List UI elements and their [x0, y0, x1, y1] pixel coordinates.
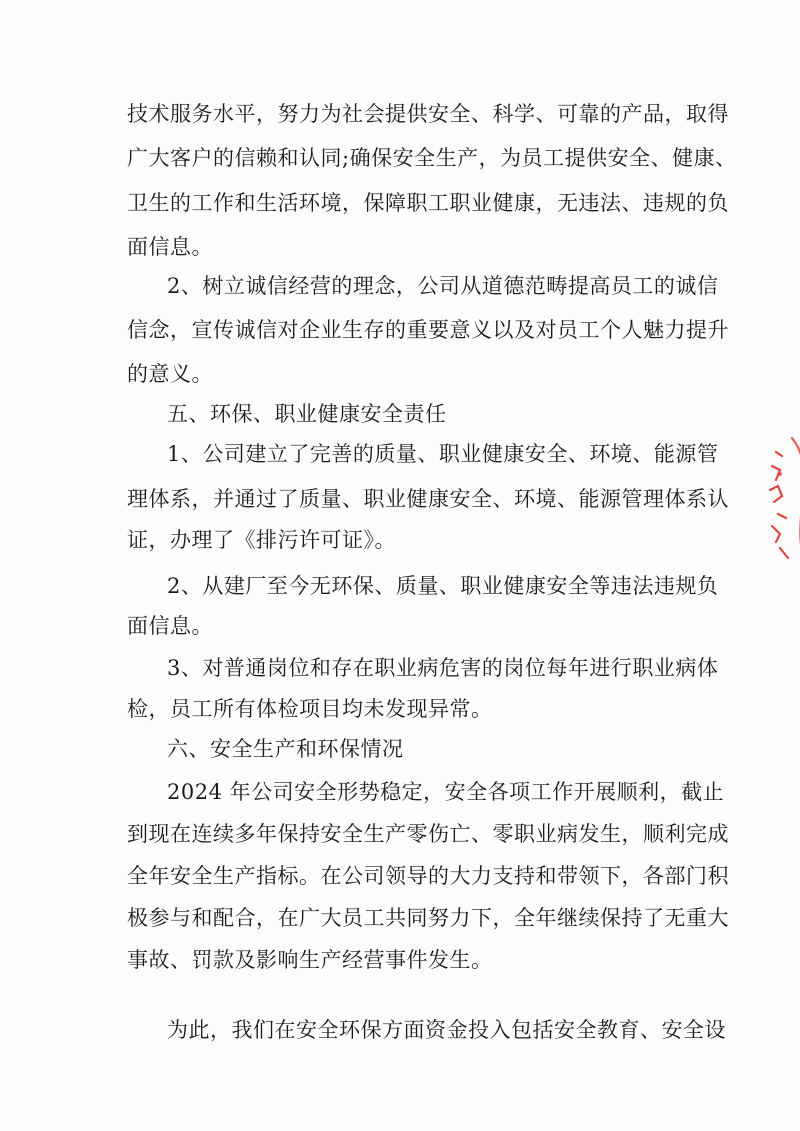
paragraph-line: 2024 年公司安全形势稳定，安全各项工作开展顺利，截止 — [167, 780, 725, 804]
paragraph-line: 的意义。 — [127, 362, 213, 386]
paragraph-line: 2、树立诚信经营的理念，公司从道德范畴提高员工的诚信 — [167, 274, 719, 298]
paragraph-line: 极参与和配合，在广大员工共同努力下，全年继续保持了无重大 — [127, 906, 729, 930]
paragraph-line: 卫生的工作和生活环境，保障职工职业健康，无违法、违规的负 — [127, 191, 729, 215]
section-heading: 六、安全生产和环保情况 — [167, 737, 404, 761]
paragraph-line: 到现在连续多年保持安全生产零伤亡、零职业病发生，顺利完成 — [127, 822, 729, 846]
paragraph-line: 全年安全生产指标。在公司领导的大力支持和带领下，各部门积 — [127, 864, 729, 888]
paragraph-line: 广大客户的信赖和认同;确保安全生产，为员工提供安全、健康、 — [127, 146, 737, 170]
paragraph-line: 检，员工所有体检项目均未发现异常。 — [127, 697, 493, 721]
paragraph-line: 面信息。 — [127, 235, 213, 259]
paragraph-line: 技术服务水平，努力为社会提供安全、科学、可靠的产品，取得 — [127, 102, 729, 126]
paragraph-line: 证，办理了《排污许可证》。 — [127, 528, 396, 552]
paragraph-line: 事故、罚款及影响生产经营事件发生。 — [127, 948, 493, 972]
paragraph-line: 面信息。 — [127, 614, 213, 638]
paragraph-line: 理体系，并通过了质量、职业健康安全、环境、能源管理体系认 — [127, 487, 729, 511]
paragraph-line: 1、公司建立了完善的质量、职业健康安全、环境、能源管 — [167, 442, 719, 466]
paragraph-line: 3、对普通岗位和存在职业病危害的岗位每年进行职业病体 — [167, 656, 719, 680]
paragraph-line: 2、从建厂至今无环保、质量、职业健康安全等违法违规负 — [167, 574, 719, 598]
section-heading: 五、环保、职业健康安全责任 — [167, 402, 447, 426]
seal-stamp-icon — [758, 430, 800, 570]
paragraph-line: 为此，我们在安全环保方面资金投入包括安全教育、安全设 — [167, 1018, 726, 1042]
paragraph-line: 信念，宣传诚信对企业生存的重要意义以及对员工个人魅力提升 — [127, 318, 729, 342]
